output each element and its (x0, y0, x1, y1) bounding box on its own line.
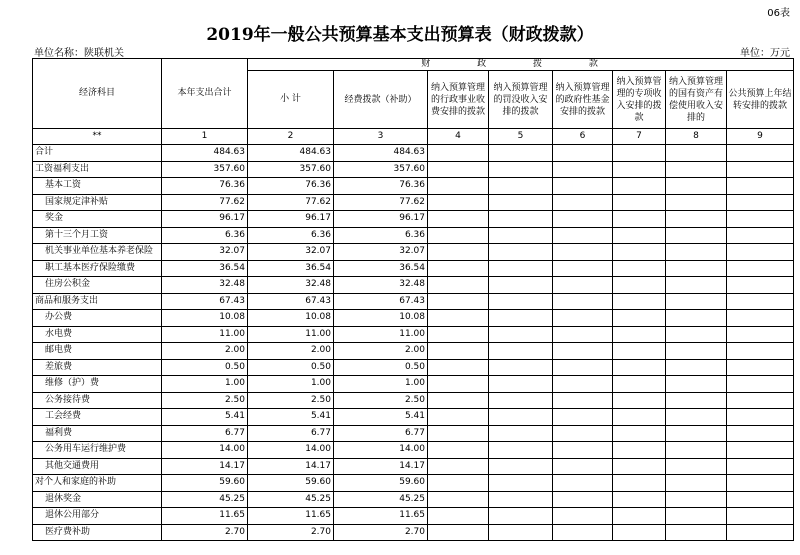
index-cell: 8 (666, 129, 727, 145)
cell-total: 6.36 (162, 227, 248, 244)
cell-empty (553, 145, 613, 162)
cell-subtotal: 10.08 (248, 310, 334, 327)
cell-funding: 14.00 (334, 442, 428, 459)
cell-empty (489, 310, 553, 327)
cell-empty (553, 458, 613, 475)
cell-empty (727, 211, 794, 228)
cell-funding: 77.62 (334, 194, 428, 211)
table-row (33, 310, 794, 327)
row-subject: 住房公积金 (33, 277, 162, 294)
cell-empty (666, 244, 727, 261)
cell-empty (553, 277, 613, 294)
cell-subtotal: 6.36 (248, 227, 334, 244)
cell-empty (613, 392, 666, 409)
cell-empty (727, 458, 794, 475)
cell-empty (666, 475, 727, 492)
row-subject: 工会经费 (33, 409, 162, 426)
cell-empty (489, 409, 553, 426)
table-row (33, 475, 794, 492)
cell-empty (613, 376, 666, 393)
index-cell: 5 (489, 129, 553, 145)
header-fiscal-group: 财 政 拨 款 (248, 59, 794, 71)
cell-empty (727, 359, 794, 376)
cell-funding: 11.65 (334, 508, 428, 525)
cell-funding: 2.70 (334, 524, 428, 541)
cell-funding: 14.17 (334, 458, 428, 475)
cell-empty (428, 194, 489, 211)
cell-empty (666, 508, 727, 525)
cell-empty (727, 475, 794, 492)
cell-empty (428, 277, 489, 294)
cell-empty (727, 293, 794, 310)
cell-empty (553, 508, 613, 525)
cell-empty (428, 244, 489, 261)
header-col4: 纳入预算管理的行政事业收费安排的拨款 (428, 71, 489, 129)
cell-funding: 32.07 (334, 244, 428, 261)
cell-empty (489, 442, 553, 459)
cell-empty (727, 491, 794, 508)
page-title: 2019年一般公共预算基本支出预算表（财政拨款） (206, 25, 594, 45)
cell-empty (489, 145, 553, 162)
cell-funding: 1.00 (334, 376, 428, 393)
cell-empty (666, 293, 727, 310)
cell-total: 357.60 (162, 161, 248, 178)
cell-total: 2.70 (162, 524, 248, 541)
header-col7: 纳入预算管理的专项收入安排的拨款 (613, 71, 666, 129)
cell-empty (428, 145, 489, 162)
cell-empty (613, 359, 666, 376)
cell-empty (489, 227, 553, 244)
cell-empty (489, 326, 553, 343)
cell-empty (666, 145, 727, 162)
cell-subtotal: 96.17 (248, 211, 334, 228)
cell-empty (553, 376, 613, 393)
row-subject: 其他交通费用 (33, 458, 162, 475)
table-row (33, 425, 794, 442)
cell-empty (666, 310, 727, 327)
cell-subtotal: 59.60 (248, 475, 334, 492)
cell-empty (727, 227, 794, 244)
cell-empty (553, 326, 613, 343)
cell-empty (727, 244, 794, 261)
cell-subtotal: 45.25 (248, 491, 334, 508)
cell-empty (613, 293, 666, 310)
cell-subtotal: 2.70 (248, 524, 334, 541)
cell-total: 36.54 (162, 260, 248, 277)
row-subject: 工资福利支出 (33, 161, 162, 178)
cell-empty (666, 260, 727, 277)
index-cell: 3 (334, 129, 428, 145)
cell-empty (613, 343, 666, 360)
index-cell: 7 (613, 129, 666, 145)
cell-funding: 96.17 (334, 211, 428, 228)
cell-empty (489, 392, 553, 409)
header-economic-subject: 经济科目 (33, 59, 162, 129)
table-row (33, 392, 794, 409)
cell-empty (428, 359, 489, 376)
cell-empty (553, 161, 613, 178)
cell-subtotal: 14.00 (248, 442, 334, 459)
cell-total: 2.50 (162, 392, 248, 409)
cell-subtotal: 1.00 (248, 376, 334, 393)
cell-total: 32.48 (162, 277, 248, 294)
cell-empty (727, 310, 794, 327)
cell-empty (489, 425, 553, 442)
row-subject: 对个人和家庭的补助 (33, 475, 162, 492)
cell-empty (553, 392, 613, 409)
unit-label: 单位：万元 (740, 48, 790, 59)
table-row (33, 359, 794, 376)
cell-empty (553, 491, 613, 508)
table-row (33, 293, 794, 310)
cell-empty (666, 161, 727, 178)
cell-empty (613, 244, 666, 261)
row-subject: 医疗费补助 (33, 524, 162, 541)
cell-subtotal: 0.50 (248, 359, 334, 376)
cell-empty (553, 359, 613, 376)
table-body (33, 145, 794, 541)
cell-empty (428, 392, 489, 409)
cell-empty (553, 211, 613, 228)
table-row (33, 260, 794, 277)
cell-empty (666, 359, 727, 376)
table-row (33, 211, 794, 228)
cell-empty (428, 376, 489, 393)
cell-empty (613, 409, 666, 426)
row-subject: 退休公用部分 (33, 508, 162, 525)
cell-empty (428, 161, 489, 178)
row-subject: 退休奖金 (33, 491, 162, 508)
row-subject: 合计 (33, 145, 162, 162)
cell-empty (489, 458, 553, 475)
cell-empty (613, 326, 666, 343)
index-cell: 6 (553, 129, 613, 145)
cell-subtotal: 32.07 (248, 244, 334, 261)
cell-total: 1.00 (162, 376, 248, 393)
table-row (33, 458, 794, 475)
cell-empty (553, 475, 613, 492)
cell-funding: 0.50 (334, 359, 428, 376)
table-row (33, 227, 794, 244)
row-subject: 基本工资 (33, 178, 162, 195)
form-number: 06表 (767, 8, 790, 19)
cell-total: 59.60 (162, 475, 248, 492)
table-row (33, 178, 794, 195)
index-cell: ** (33, 129, 162, 145)
cell-empty (613, 194, 666, 211)
cell-subtotal: 77.62 (248, 194, 334, 211)
cell-subtotal: 76.36 (248, 178, 334, 195)
cell-empty (428, 508, 489, 525)
cell-empty (553, 425, 613, 442)
cell-empty (666, 425, 727, 442)
cell-funding: 32.48 (334, 277, 428, 294)
index-cell: 4 (428, 129, 489, 145)
cell-subtotal: 484.63 (248, 145, 334, 162)
cell-empty (428, 310, 489, 327)
cell-total: 32.07 (162, 244, 248, 261)
cell-empty (489, 491, 553, 508)
cell-funding: 357.60 (334, 161, 428, 178)
cell-subtotal: 32.48 (248, 277, 334, 294)
cell-empty (666, 178, 727, 195)
cell-total: 5.41 (162, 409, 248, 426)
cell-empty (428, 475, 489, 492)
cell-empty (428, 524, 489, 541)
header-col9: 公共预算上年结转安排的拨款 (727, 71, 794, 129)
cell-empty (553, 194, 613, 211)
cell-funding: 59.60 (334, 475, 428, 492)
row-subject: 办公费 (33, 310, 162, 327)
row-subject: 奖金 (33, 211, 162, 228)
cell-subtotal: 67.43 (248, 293, 334, 310)
cell-empty (489, 211, 553, 228)
cell-empty (613, 277, 666, 294)
cell-empty (666, 491, 727, 508)
table-row (33, 376, 794, 393)
cell-empty (666, 442, 727, 459)
cell-empty (489, 475, 553, 492)
cell-total: 2.00 (162, 343, 248, 360)
table-row (33, 491, 794, 508)
cell-empty (727, 425, 794, 442)
cell-empty (613, 211, 666, 228)
cell-empty (727, 409, 794, 426)
cell-empty (666, 194, 727, 211)
row-subject: 维修（护）费 (33, 376, 162, 393)
cell-empty (553, 310, 613, 327)
index-cell: 2 (248, 129, 334, 145)
cell-empty (489, 376, 553, 393)
cell-empty (613, 442, 666, 459)
cell-empty (489, 161, 553, 178)
cell-empty (489, 343, 553, 360)
cell-empty (613, 508, 666, 525)
cell-funding: 10.08 (334, 310, 428, 327)
cell-empty (727, 343, 794, 360)
cell-subtotal: 357.60 (248, 161, 334, 178)
header-col8: 纳入预算管理的国有资产有偿使用收入安排的 (666, 71, 727, 129)
cell-empty (613, 161, 666, 178)
cell-empty (613, 178, 666, 195)
cell-subtotal: 2.00 (248, 343, 334, 360)
cell-empty (428, 227, 489, 244)
header-funding: 经费拨款（补助） (334, 71, 428, 129)
cell-funding: 76.36 (334, 178, 428, 195)
cell-empty (428, 425, 489, 442)
cell-empty (489, 244, 553, 261)
cell-empty (428, 293, 489, 310)
cell-funding: 6.36 (334, 227, 428, 244)
cell-total: 96.17 (162, 211, 248, 228)
cell-empty (553, 524, 613, 541)
cell-empty (666, 343, 727, 360)
cell-funding: 2.50 (334, 392, 428, 409)
cell-empty (489, 359, 553, 376)
cell-empty (428, 260, 489, 277)
cell-total: 45.25 (162, 491, 248, 508)
table-row (33, 194, 794, 211)
cell-total: 484.63 (162, 145, 248, 162)
cell-empty (553, 260, 613, 277)
cell-funding: 484.63 (334, 145, 428, 162)
row-subject: 第十三个月工资 (33, 227, 162, 244)
cell-empty (666, 227, 727, 244)
cell-empty (727, 161, 794, 178)
cell-empty (613, 491, 666, 508)
row-subject: 水电费 (33, 326, 162, 343)
cell-total: 10.08 (162, 310, 248, 327)
row-subject: 公务接待费 (33, 392, 162, 409)
cell-empty (666, 409, 727, 426)
cell-total: 14.17 (162, 458, 248, 475)
cell-empty (428, 211, 489, 228)
cell-funding: 6.77 (334, 425, 428, 442)
cell-empty (727, 145, 794, 162)
row-subject: 公务用车运行维护费 (33, 442, 162, 459)
cell-empty (666, 376, 727, 393)
cell-empty (727, 524, 794, 541)
cell-total: 14.00 (162, 442, 248, 459)
cell-funding: 67.43 (334, 293, 428, 310)
cell-total: 6.77 (162, 425, 248, 442)
table-row (33, 524, 794, 541)
row-subject: 福利费 (33, 425, 162, 442)
cell-subtotal: 5.41 (248, 409, 334, 426)
cell-subtotal: 11.65 (248, 508, 334, 525)
cell-empty (489, 260, 553, 277)
cell-empty (489, 293, 553, 310)
cell-total: 0.50 (162, 359, 248, 376)
cell-empty (613, 524, 666, 541)
index-row (33, 129, 794, 145)
cell-total: 11.00 (162, 326, 248, 343)
index-cell: 1 (162, 129, 248, 145)
cell-empty (666, 392, 727, 409)
cell-funding: 36.54 (334, 260, 428, 277)
cell-empty (613, 310, 666, 327)
cell-empty (553, 293, 613, 310)
cell-empty (666, 524, 727, 541)
cell-empty (666, 458, 727, 475)
cell-empty (666, 326, 727, 343)
cell-funding: 5.41 (334, 409, 428, 426)
cell-empty (727, 194, 794, 211)
table-row (33, 409, 794, 426)
table-row (33, 277, 794, 294)
header-col5: 纳入预算管理的罚没收入安排的拨款 (489, 71, 553, 129)
cell-total: 76.36 (162, 178, 248, 195)
row-subject: 差旅费 (33, 359, 162, 376)
cell-total: 77.62 (162, 194, 248, 211)
cell-empty (727, 392, 794, 409)
cell-funding: 2.00 (334, 343, 428, 360)
cell-empty (428, 343, 489, 360)
cell-empty (489, 508, 553, 525)
cell-empty (428, 178, 489, 195)
cell-funding: 45.25 (334, 491, 428, 508)
cell-empty (553, 227, 613, 244)
cell-empty (553, 178, 613, 195)
table-row (33, 326, 794, 343)
unit-name: 单位名称：陕联机关 (34, 48, 124, 59)
table-row (33, 442, 794, 459)
cell-empty (727, 508, 794, 525)
row-subject: 国家规定津补贴 (33, 194, 162, 211)
index-cell: 9 (727, 129, 794, 145)
budget-table (32, 58, 794, 541)
cell-subtotal: 11.00 (248, 326, 334, 343)
row-subject: 机关事业单位基本养老保险 (33, 244, 162, 261)
cell-subtotal: 6.77 (248, 425, 334, 442)
cell-empty (489, 178, 553, 195)
header-total: 本年支出合计 (162, 59, 248, 129)
cell-empty (727, 376, 794, 393)
cell-empty (553, 442, 613, 459)
cell-empty (613, 458, 666, 475)
cell-empty (727, 178, 794, 195)
header-subtotal: 小 计 (248, 71, 334, 129)
row-subject: 职工基本医疗保险缴费 (33, 260, 162, 277)
cell-total: 11.65 (162, 508, 248, 525)
cell-empty (727, 260, 794, 277)
cell-empty (727, 442, 794, 459)
table-row (33, 145, 794, 162)
cell-empty (553, 409, 613, 426)
cell-empty (727, 277, 794, 294)
cell-empty (428, 491, 489, 508)
cell-empty (428, 409, 489, 426)
cell-empty (489, 194, 553, 211)
table-row (33, 508, 794, 525)
row-subject: 商品和服务支出 (33, 293, 162, 310)
cell-empty (553, 244, 613, 261)
cell-empty (428, 458, 489, 475)
cell-empty (666, 277, 727, 294)
cell-empty (613, 227, 666, 244)
cell-empty (613, 425, 666, 442)
cell-empty (553, 343, 613, 360)
cell-empty (428, 442, 489, 459)
table-row (33, 244, 794, 261)
cell-total: 67.43 (162, 293, 248, 310)
table-row (33, 161, 794, 178)
cell-subtotal: 2.50 (248, 392, 334, 409)
cell-empty (727, 326, 794, 343)
table-row (33, 343, 794, 360)
header-col6: 纳入预算管理的政府性基金安排的拨款 (553, 71, 613, 129)
cell-empty (489, 524, 553, 541)
cell-subtotal: 14.17 (248, 458, 334, 475)
cell-empty (428, 326, 489, 343)
cell-empty (613, 260, 666, 277)
cell-empty (666, 211, 727, 228)
cell-empty (613, 145, 666, 162)
cell-subtotal: 36.54 (248, 260, 334, 277)
row-subject: 邮电费 (33, 343, 162, 360)
cell-empty (489, 277, 553, 294)
cell-funding: 11.00 (334, 326, 428, 343)
cell-empty (613, 475, 666, 492)
